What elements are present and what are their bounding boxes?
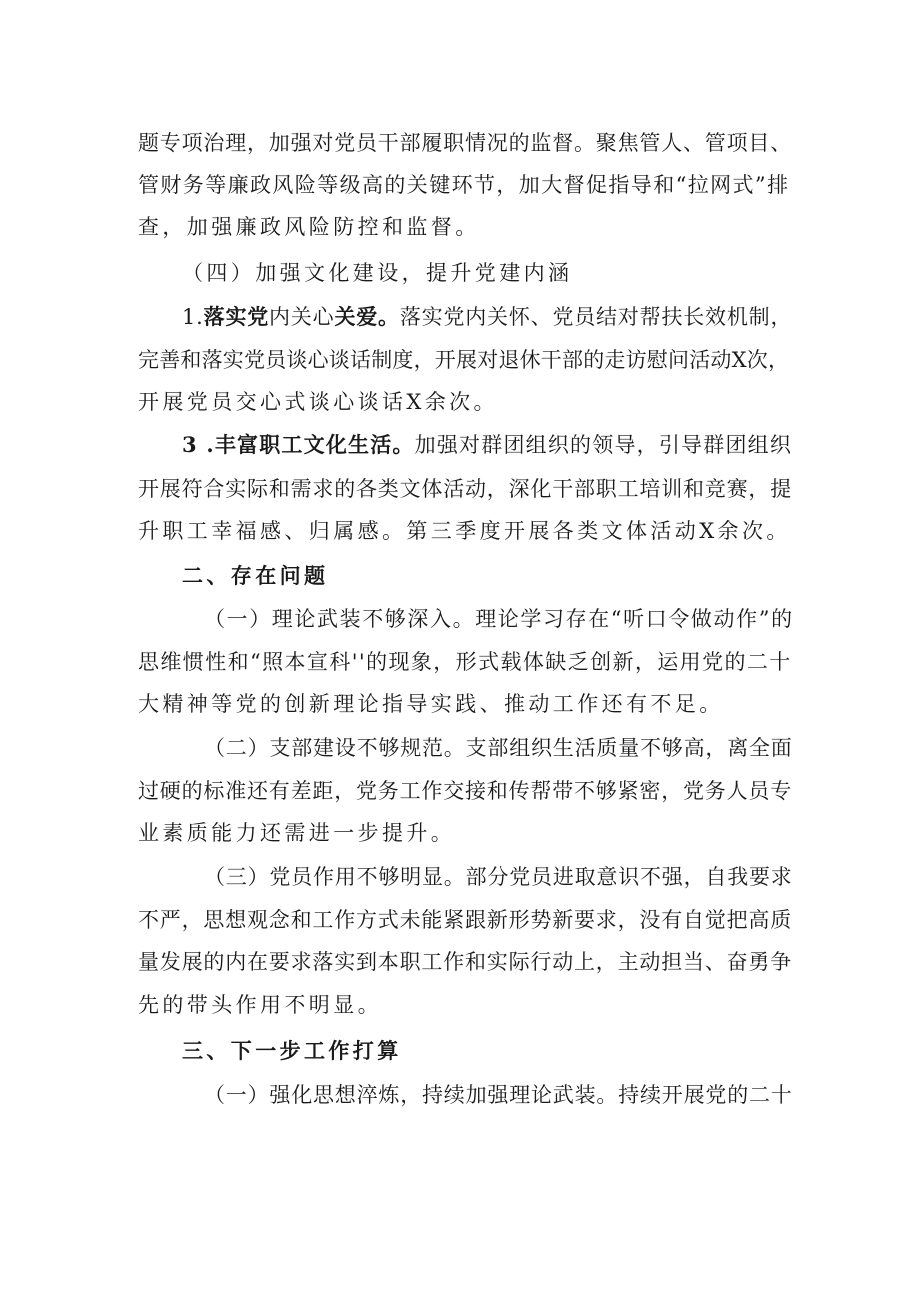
paragraph-line: 查，加强廉政风险防控和监督。 [138,215,480,239]
paragraph-line: 先的带头作用不明显。 [138,993,382,1017]
paragraph-line: （一）强化思想淬炼，持续加强理论武装。持续开展党的二十 [204,1083,793,1107]
paragraph-line: 完善和落实党员谈心谈话制度，开展对退休干部的走访慰问活动X次， [138,348,790,372]
item-1-text: 落实党内关怀、党员结对帮扶长效机制， [399,305,793,329]
paragraph-line: （一）理论武装不够深入。理论学习存在“听口令做动作”的 [204,607,794,631]
paragraph-line: 量发展的内在要求落实到本职工作和实际行动上，主动担当、奋勇争 [138,950,792,974]
item-1-line [182,302,794,332]
paragraph-line: 大精神等党的创新理论指导实践、推动工作还有不足。 [138,692,724,716]
paragraph-line: （二）支部建设不够规范。支部组织生活质量不够高，离全面 [204,736,793,760]
paragraph-line: 题专项治理，加强对党员干部履职情况的监督。聚焦管人、管项目、 [138,131,792,155]
paragraph-line: 管财务等廉政风险等级高的关键环节，加大督促指导和“拉网式”排 [138,173,790,197]
section-heading-problems: 二、存在问题 [182,564,329,588]
item-1-title-part: 落实党 [203,304,270,329]
paragraph-line: 思维惯性和“照本宣科''的现象，形式载体缺乏创新，运用党的二十 [138,650,792,674]
section-heading-next-steps: 三、下一步工作打算 [182,1039,402,1063]
item-3-title: 3 .丰富职工文化生活。 [182,432,415,457]
subsection-heading: （四）加强文化建设，提升党建内涵 [182,261,573,285]
item-1-number: 1. [182,305,204,329]
item-1-title-part: 内关心 [269,305,335,329]
paragraph-line: 不严，思想观念和工作方式未能紧跟新形势新要求，没有自觉把高质 [138,908,792,932]
paragraph-line: 开展符合实际和需求的各类文体活动，深化干部职工培训和竞赛，提 [138,477,792,501]
paragraph-line: 开展党员交心式谈心谈话X余次。 [138,390,498,414]
paragraph-line: 升职工幸福感、归属感。第三季度开展各类文体活动X余次。 [138,519,791,543]
paragraph-line: （三）党员作用不够明显。部分党员进取意识不强，自我要求 [204,865,793,889]
paragraph-line: 过硬的标准还有差距，党务工作交接和传帮带不够紧密，党务人员专 [138,779,792,803]
item-3-line [182,430,794,460]
paragraph-line: 业素质能力还需进一步提升。 [138,821,456,845]
item-3-text: 加强对群团组织的领导，引导群团组织 [414,433,793,457]
item-1-title-part: 关爱。 [334,304,400,329]
